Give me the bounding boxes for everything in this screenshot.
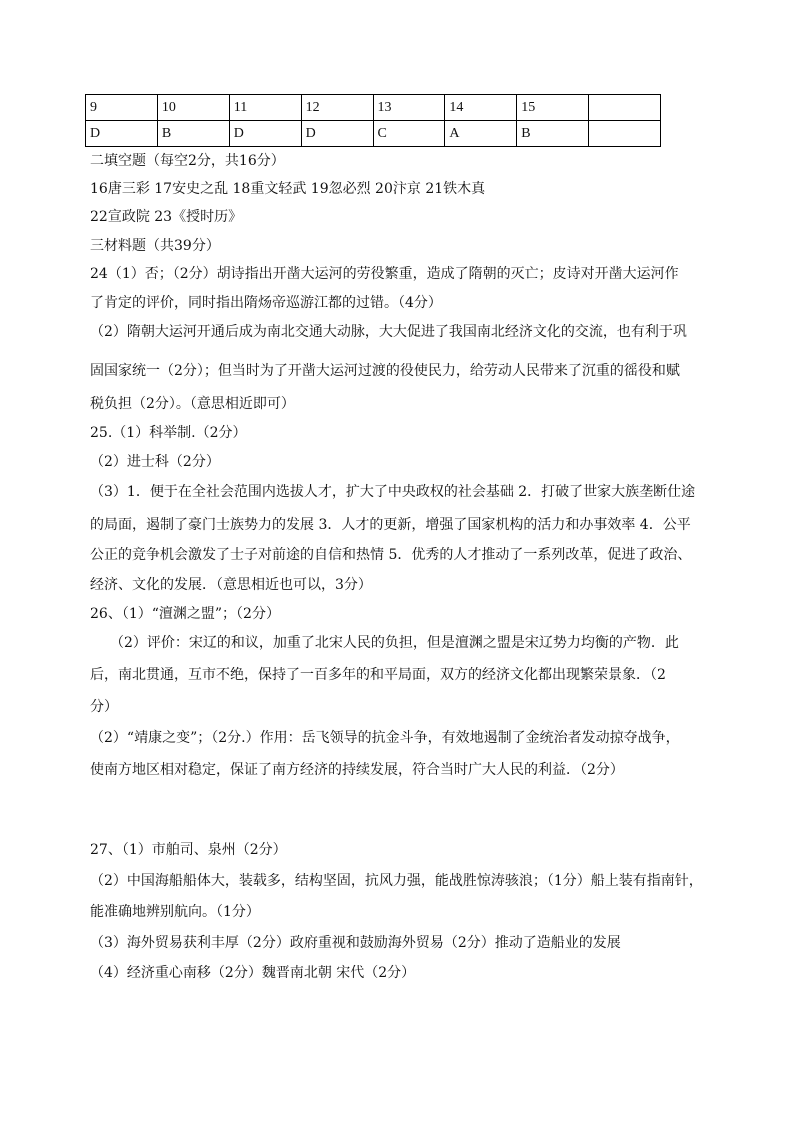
answer-line: 了肯定的评价，同时指出隋炀帝巡游江都的过错。（4分） — [90, 295, 442, 311]
answer-line: 使南方地区相对稳定，保证了南方经济的持续发展，符合当时广大人民的利益．（2分） — [90, 762, 624, 778]
question-number: 12 — [301, 95, 373, 121]
answer-line: （2）评价：宋辽的和议，加重了北宋人民的负担，但是澶渊之盟是宋辽势力均衡的产物．此 — [110, 635, 679, 651]
table-row — [86, 121, 661, 147]
answer-line: 26、（1）“澶渊之盟”；（2分） — [90, 606, 280, 622]
answer-line: 24（1）否；（2分）胡诗指出开凿大运河的劳役繁重，造成了隋朝的灭亡；皮诗对开凿大运河作 — [90, 266, 679, 282]
answer-line: 能准确地辨别航向。（1分） — [90, 904, 260, 920]
answer-line: 后，南北贯通，互市不绝，保持了一百多年的和平局面，双方的经济文化都出现繁荣景象．（2 — [90, 667, 666, 683]
answer-line: 的局面，遏制了豪门士族势力的发展 3．人才的更新，增强了国家机构的活力和办事效率 4．公平 — [90, 517, 691, 533]
question-number: 15 — [517, 95, 589, 121]
answer-line: 25.（1）科举制.（2分） — [90, 425, 247, 441]
answer-line: 经济、文化的发展．（意思相近也可以，3分） — [90, 577, 372, 593]
section-heading-material: 三材料题（共39分） — [90, 238, 220, 254]
answer-line: （4）经济重心南移（2分）魏晋南北朝 宋代（2分） — [90, 965, 416, 981]
answer-line: 27、（1）市舶司、泉州（2分） — [90, 842, 287, 858]
question-number: 13 — [373, 95, 445, 121]
answer-line: 公正的竞争机会激发了士子对前途的自信和热情 5．优秀的人才推动了一系列改革，促进了政治、 — [90, 547, 692, 563]
question-number: 10 — [157, 95, 229, 121]
answer-line: （3）1．便于在全社会范围内选拔人才，扩大了中央政权的社会基础 2．打破了世家大族垄断仕途 — [90, 484, 696, 500]
answer-cell — [589, 121, 661, 147]
answer-line: （2）进士科（2分） — [90, 454, 220, 470]
answer-line: （2）“靖康之变”；（2分.）作用：岳飞领导的抗金斗争，有效地遏制了金统治者发动掠夺战争， — [90, 730, 680, 746]
answer-cell: C — [373, 121, 445, 147]
answer-cell: A — [445, 121, 517, 147]
answer-cell: D — [301, 121, 373, 147]
answer-cell: D — [86, 121, 158, 147]
answer-cell: B — [517, 121, 589, 147]
answer-line: 22宣政院 23《授时历》 — [90, 209, 243, 225]
question-number: 14 — [445, 95, 517, 121]
answer-line: （2）中国海船船体大，装载多，结构坚固，抗风力强，能战胜惊涛骇浪；（1分）船上装有指南针， — [90, 873, 703, 889]
answer-cell: B — [157, 121, 229, 147]
question-number: 11 — [229, 95, 301, 121]
section-heading-fill-blank: 二填空题（每空2分，共16分） — [90, 153, 285, 169]
answer-key-table — [85, 94, 661, 147]
answer-line: 固国家统一（2分）；但当时为了开凿大运河过渡的役使民力，给劳动人民带来了沉重的徭役和赋 — [90, 363, 680, 379]
question-number — [589, 95, 661, 121]
answer-line: （2）隋朝大运河开通后成为南北交通大动脉，大大促进了我国南北经济文化的交流，也有利于巩 — [90, 324, 687, 340]
table-row — [86, 95, 661, 121]
answer-line: 分） — [90, 699, 118, 715]
question-number: 9 — [86, 95, 158, 121]
answer-line: 16唐三彩 17安史之乱 18重文轻武 19忽必烈 20汴京 21铁木真 — [90, 181, 486, 197]
answer-line: （3）海外贸易获利丰厚（2分）政府重视和鼓励海外贸易（2分）推动了造船业的发展 — [90, 935, 621, 951]
answer-line: 税负担（2分）。（意思相近即可） — [90, 396, 295, 412]
answer-cell: D — [229, 121, 301, 147]
